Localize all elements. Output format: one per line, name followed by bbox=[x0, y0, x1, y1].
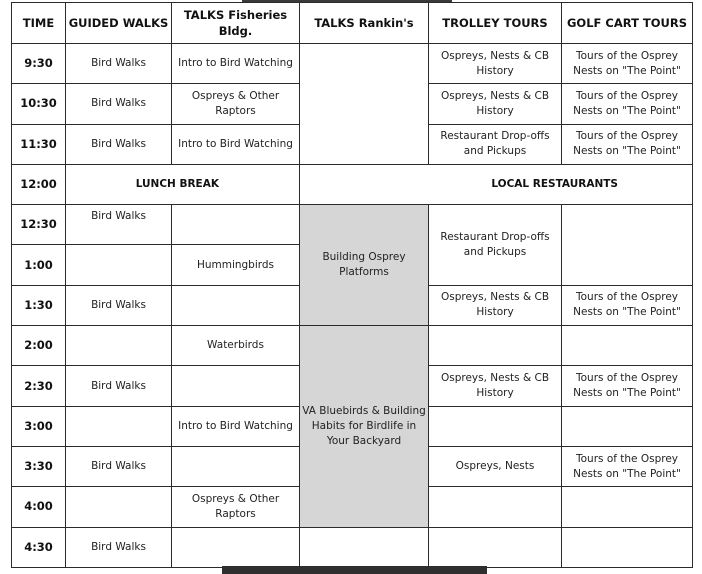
header-guided-walks: GUIDED WALKS bbox=[66, 3, 172, 44]
trolley-empty-cell bbox=[429, 406, 562, 446]
fisheries-empty-cell bbox=[172, 205, 300, 245]
fisheries-talk-cell: Intro to Bird Watching bbox=[172, 44, 300, 84]
trolley-cell: Restaurant Drop-offs and Pickups bbox=[429, 124, 562, 164]
rankins-empty-cell bbox=[300, 527, 429, 567]
golf-cart-cell: Tours of the Osprey Nests on "The Point" bbox=[562, 366, 693, 406]
walk-cell: Bird Walks bbox=[66, 205, 172, 245]
time-cell: 12:00 bbox=[12, 164, 66, 204]
time-cell: 1:00 bbox=[12, 245, 66, 285]
header-talks-fisheries: TALKS Fisheries Bldg. bbox=[172, 3, 300, 44]
fisheries-talk-cell: Intro to Bird Watching bbox=[172, 124, 300, 164]
golf-cart-cell: Tours of the Osprey Nests on "The Point" bbox=[562, 285, 693, 325]
time-cell: 2:00 bbox=[12, 326, 66, 366]
header-talks-rankins: TALKS Rankin's bbox=[300, 3, 429, 44]
fisheries-empty-cell bbox=[172, 446, 300, 486]
walk-empty-cell bbox=[66, 487, 172, 527]
walk-empty-cell bbox=[66, 245, 172, 285]
time-cell: 9:30 bbox=[12, 44, 66, 84]
time-cell: 2:30 bbox=[12, 366, 66, 406]
trolley-cell: Ospreys, Nests & CB History bbox=[429, 366, 562, 406]
fisheries-talk-cell: Ospreys & Other Raptors bbox=[172, 84, 300, 124]
golf-cart-cell: Tours of the Osprey Nests on "The Point" bbox=[562, 446, 693, 486]
golf-cart-cell: Tours of the Osprey Nests on "The Point" bbox=[562, 44, 693, 84]
time-cell: 10:30 bbox=[12, 84, 66, 124]
fisheries-talk-cell: Waterbirds bbox=[172, 326, 300, 366]
rankins-talk-cell: VA Bluebirds & Building Habits for Birdlife in Your Backyard bbox=[300, 326, 429, 527]
fisheries-empty-cell bbox=[172, 366, 300, 406]
table-row bbox=[12, 205, 693, 245]
fisheries-talk-cell: Intro to Bird Watching bbox=[172, 406, 300, 446]
time-cell: 12:30 bbox=[12, 205, 66, 245]
bottom-edge-bar bbox=[222, 566, 487, 574]
golf-cart-empty-cell bbox=[562, 527, 693, 567]
time-cell: 3:30 bbox=[12, 446, 66, 486]
golf-cart-empty-cell bbox=[562, 406, 693, 446]
trolley-empty-cell bbox=[429, 326, 562, 366]
lunch-break-cell: LUNCH BREAK bbox=[66, 164, 300, 204]
trolley-cell: Ospreys, Nests & CB History bbox=[429, 44, 562, 84]
fisheries-talk-cell: Ospreys & Other Raptors bbox=[172, 487, 300, 527]
trolley-empty-cell bbox=[429, 527, 562, 567]
trolley-cell: Restaurant Drop-offs and Pickups bbox=[429, 205, 562, 286]
time-cell: 1:30 bbox=[12, 285, 66, 325]
trolley-empty-cell bbox=[429, 487, 562, 527]
trolley-cell: Ospreys, Nests & CB History bbox=[429, 285, 562, 325]
fisheries-empty-cell bbox=[172, 527, 300, 567]
walk-empty-cell bbox=[66, 326, 172, 366]
lunch-row bbox=[12, 164, 693, 204]
golf-cart-cell: Tours of the Osprey Nests on "The Point" bbox=[562, 124, 693, 164]
trolley-cell: Ospreys, Nests & CB History bbox=[429, 84, 562, 124]
time-cell: 4:00 bbox=[12, 487, 66, 527]
walk-cell: Bird Walks bbox=[66, 84, 172, 124]
golf-cart-empty-cell bbox=[562, 487, 693, 527]
golf-cart-empty-cell bbox=[562, 326, 693, 366]
header-trolley-tours: TROLLEY TOURS bbox=[429, 3, 562, 44]
header-golf-cart-tours: GOLF CART TOURS bbox=[562, 3, 693, 44]
local-restaurants-cell: LOCAL RESTAURANTS bbox=[300, 164, 693, 204]
rankins-talk-cell: Building Osprey Platforms bbox=[300, 205, 429, 326]
walk-cell: Bird Walks bbox=[66, 124, 172, 164]
fisheries-talk-cell: Hummingbirds bbox=[172, 245, 300, 285]
golf-cart-cell: Tours of the Osprey Nests on "The Point" bbox=[562, 84, 693, 124]
walk-cell: Bird Walks bbox=[66, 527, 172, 567]
table-row bbox=[12, 527, 693, 567]
rankins-empty-cell bbox=[300, 44, 429, 165]
walk-empty-cell bbox=[66, 406, 172, 446]
walk-cell: Bird Walks bbox=[66, 446, 172, 486]
golf-cart-empty-cell bbox=[562, 205, 693, 286]
time-cell: 11:30 bbox=[12, 124, 66, 164]
header-row bbox=[12, 3, 693, 44]
schedule-table bbox=[11, 2, 693, 568]
walk-cell: Bird Walks bbox=[66, 285, 172, 325]
table-row bbox=[12, 326, 693, 366]
time-cell: 3:00 bbox=[12, 406, 66, 446]
fisheries-empty-cell bbox=[172, 285, 300, 325]
walk-cell: Bird Walks bbox=[66, 44, 172, 84]
table-row bbox=[12, 44, 693, 84]
trolley-cell: Ospreys, Nests bbox=[429, 446, 562, 486]
walk-cell: Bird Walks bbox=[66, 366, 172, 406]
header-time: TIME bbox=[12, 3, 66, 44]
time-cell: 4:30 bbox=[12, 527, 66, 567]
